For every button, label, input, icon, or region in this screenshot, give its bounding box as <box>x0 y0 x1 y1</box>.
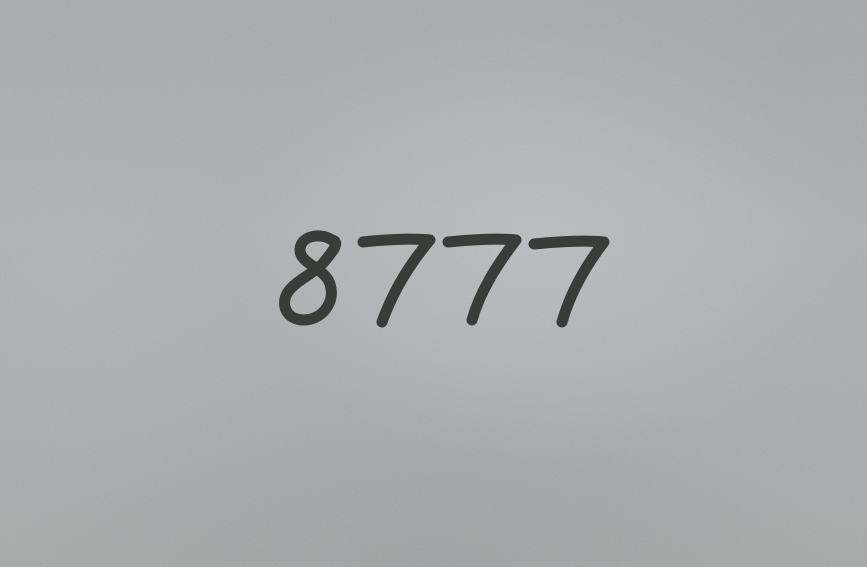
handwritten-number-drawing <box>270 222 620 332</box>
handwritten-number <box>270 222 620 332</box>
digit-8 <box>285 236 336 320</box>
digit-7-first <box>363 239 430 322</box>
digit-7-third <box>534 241 604 322</box>
digit-7-second <box>448 239 516 320</box>
